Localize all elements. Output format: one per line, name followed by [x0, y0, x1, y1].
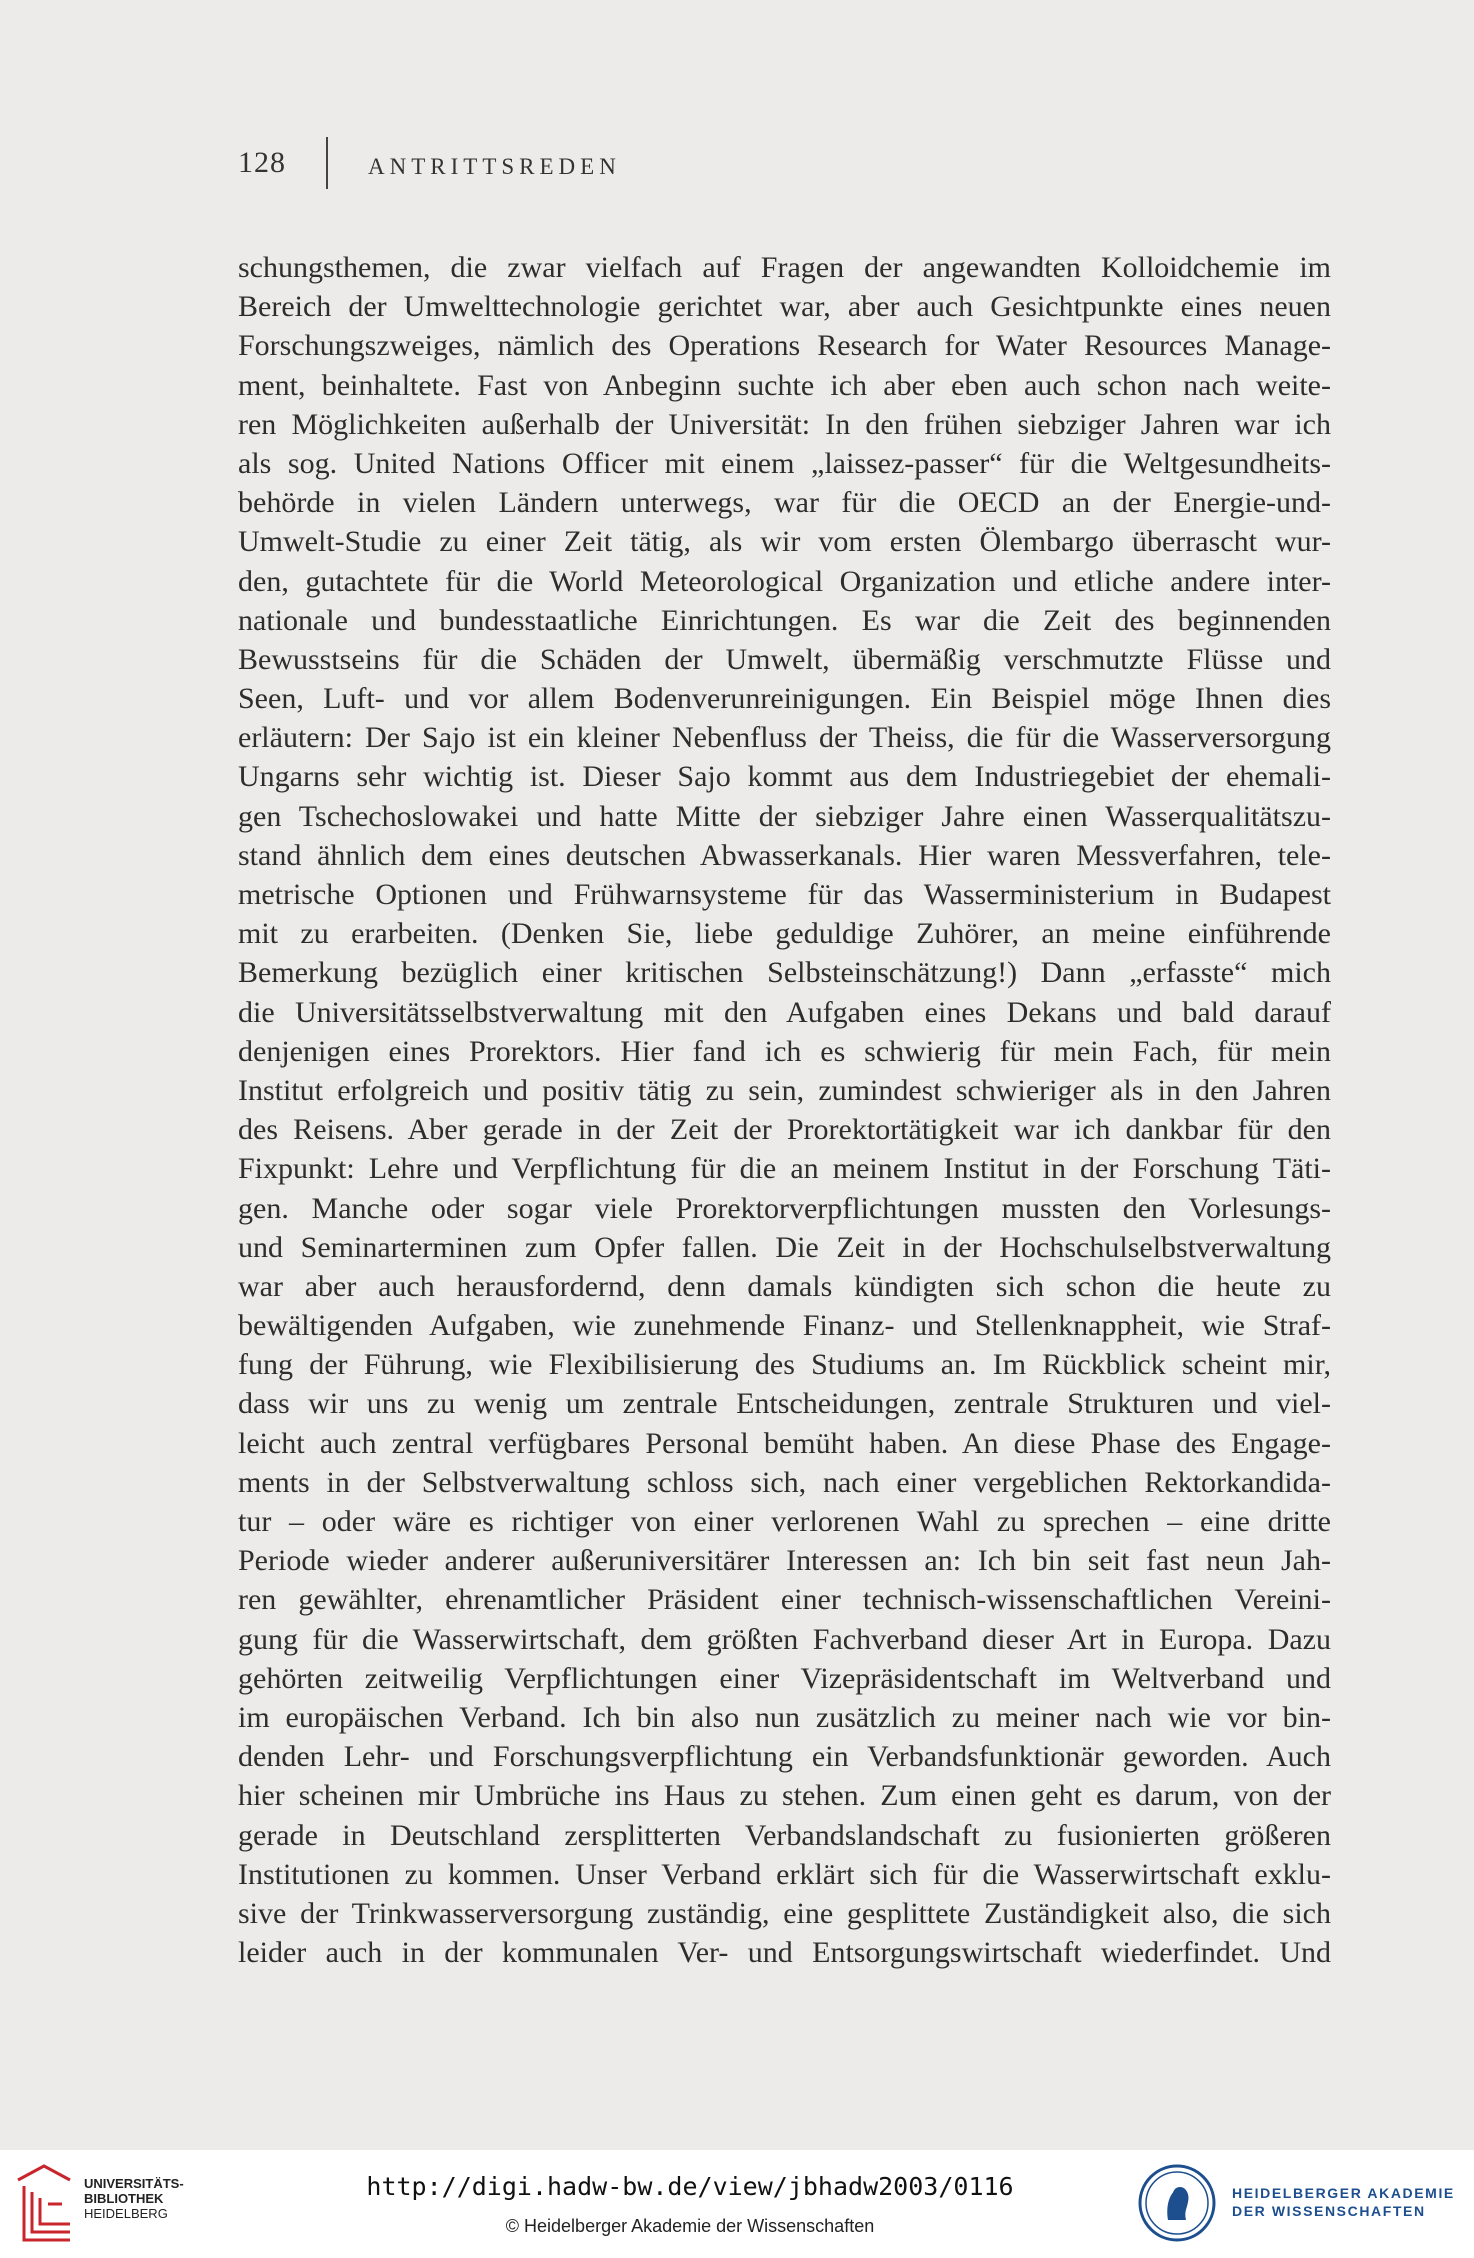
university-library-name — [84, 2176, 184, 2221]
text-line: schungsthemen, die zwar vielfach auf Fragen der angewandten Kolloidchemie im — [238, 251, 1331, 284]
text-line: und Seminarterminen zum Opfer fallen. Die Zeit in der Hochschulselbstverwaltung — [238, 1230, 1331, 1264]
text-line: denjenigen eines Prorektors. Hier fand ich es schwierig für mein Fach, für mein — [238, 1034, 1331, 1068]
text-line: metrische Optionen und Frühwarnsysteme für das Wasserministerium in Budapest — [238, 878, 1331, 911]
text-line: nationale und bundesstaatliche Einrichtungen. Es war die Zeit des beginnenden — [238, 603, 1331, 637]
text-line: leicht auch zentral verfügbares Personal bemüht haben. An diese Phase des Engage- — [238, 1426, 1331, 1460]
library-name-line1: UNIVERSITÄTS- — [84, 2176, 184, 2191]
text-line: Institutionen zu kommen. Unser Verband erklärt sich für die Wasserwirtschaft exklu- — [238, 1857, 1331, 1891]
text-line: erläutern: Der Sajo ist ein kleiner Nebenfluss der Theiss, die für die Wasserversorgung — [238, 721, 1331, 755]
text-line: ment, beinhaltete. Fast von Anbeginn suchte ich aber eben auch schon nach weite- — [238, 368, 1331, 402]
text-line: ren gewählter, ehrenamtlicher Präsident einer technisch-wissenschaftlichen Vereini- — [238, 1583, 1331, 1617]
permalink-url[interactable]: http://digi.hadw-bw.de/view/jbhadw2003/0116 — [366, 2172, 1014, 2201]
text-line: Bereich der Umwelttechnologie gerichtet war, aber auch Gesichtpunkte eines neuen — [238, 290, 1331, 324]
text-line: gen. Manche oder sogar viele Prorektorverpflichtungen mussten den Vorlesungs- — [238, 1191, 1331, 1225]
text-line: gung für die Wasserwirtschaft, dem größten Fachverband dieser Art in Europa. Dazu — [238, 1622, 1331, 1656]
text-line: denden Lehr- und Forschungsverpflichtung ein Verbandsfunktionär geworden. Auch — [238, 1740, 1331, 1774]
running-head — [238, 140, 621, 186]
academy-seal-icon[interactable] — [1138, 2164, 1216, 2242]
text-line: die Universitätsselbstverwaltung mit den Aufgaben eines Dekans und bald darauf — [238, 995, 1331, 1029]
text-line: im europäischen Verband. Ich bin also nun zusätzlich zu meiner nach wie vor bin- — [238, 1700, 1331, 1734]
text-line: tur – oder wäre es richtiger von einer verlorenen Wahl zu sprechen – eine dritte — [238, 1505, 1331, 1538]
text-line: leider auch in der kommunalen Ver- und Entsorgungswirtschaft wiederfindet. Und — [238, 1936, 1331, 1970]
text-line: Forschungszweiges, nämlich des Operations Research for Water Resources Manage- — [238, 329, 1331, 363]
text-line: stand ähnlich dem eines deutschen Abwasserkanals. Hier waren Messverfahren, tele- — [238, 838, 1331, 872]
text-line: Ungarns sehr wichtig ist. Dieser Sajo kommt aus dem Industriegebiet der ehemali- — [238, 760, 1331, 794]
text-line: den, gutachtete für die World Meteorological Organization und etliche andere inter- — [238, 564, 1331, 598]
body-text — [238, 248, 1331, 1972]
university-library-logo-icon[interactable] — [14, 2162, 76, 2246]
text-line: hier scheinen mir Umbrüche ins Haus zu stehen. Zum einen geht es darum, von der — [238, 1779, 1331, 1813]
text-line: Bemerkung bezüglich einer kritischen Selbsteinschätzung!) Dann „erfasste“ mich — [238, 956, 1331, 990]
footer-bar — [0, 2150, 1474, 2258]
text-line: mit zu erarbeiten. (Denken Sie, liebe geduldige Zuhörer, an meine einführende — [238, 917, 1331, 951]
text-line: Umwelt-Studie zu einer Zeit tätig, als wir vom ersten Ölembargo überrascht wur- — [238, 525, 1331, 559]
academy-name — [1232, 2184, 1455, 2220]
text-line: bewältigenden Aufgaben, wie zunehmende Finanz- und Stellenknappheit, wie Straf- — [238, 1309, 1331, 1343]
text-line: gen Tschechoslowakei und hatte Mitte der siebziger Jahre einen Wasserqualitätszu- — [238, 799, 1331, 833]
text-line: dass wir uns zu wenig um zentrale Entscheidungen, zentrale Strukturen und viel- — [238, 1387, 1331, 1421]
text-line: Bewusstseins für die Schäden der Umwelt, übermäßig verschmutzte Flüsse und — [238, 642, 1331, 676]
text-line: fung der Führung, wie Flexibilisierung des Studiums an. Im Rückblick scheint mir, — [238, 1348, 1331, 1382]
text-line: sive der Trinkwasserversorgung zuständig, eine gesplittete Zuständigkeit also, die sich — [238, 1896, 1331, 1930]
text-line: Periode wieder anderer außeruniversitärer Interessen an: Ich bin seit fast neun Jah- — [238, 1544, 1331, 1578]
copyright-notice: © Heidelberger Akademie der Wissenschaften — [505, 2216, 875, 2236]
text-line: des Reisens. Aber gerade in der Zeit der Prorektortätigkeit war ich dankbar für den — [238, 1113, 1331, 1147]
header-divider — [326, 137, 328, 189]
text-line: Fixpunkt: Lehre und Verpflichtung für die an meinem Institut in der Forschung Täti- — [238, 1152, 1331, 1186]
library-city: HEIDELBERG — [84, 2206, 168, 2221]
text-line: als sog. United Nations Officer mit einem „laissez-passer“ für die Weltgesundheits- — [238, 446, 1331, 480]
text-line: gehörten zeitweilig Verpflichtungen einer Vizepräsidentschaft im Weltverband und — [238, 1661, 1331, 1695]
text-line: Institut erfolgreich und positiv tätig zu sein, zumindest schwieriger als in den Jahren — [238, 1073, 1331, 1107]
academy-name-line1: HEIDELBERGER AKADEMIE — [1232, 2185, 1455, 2201]
library-name-line2: BIBLIOTHEK — [84, 2191, 164, 2206]
text-line: behörde in vielen Ländern unterwegs, war für die OECD an der Energie-und- — [238, 486, 1331, 520]
page-number: 128 — [238, 146, 286, 179]
text-line: gerade in Deutschland zersplitterten Verbandslandschaft zu fusionierten größeren — [238, 1818, 1331, 1852]
running-title: ANTRITTSREDEN — [368, 154, 621, 179]
text-line: Seen, Luft- und vor allem Bodenverunreinigungen. Ein Beispiel möge Ihnen dies — [238, 682, 1331, 716]
text-line: ments in der Selbstverwaltung schloss sich, nach einer vergeblichen Rektorkandida- — [238, 1465, 1331, 1499]
academy-name-line2: DER WISSENSCHAFTEN — [1232, 2203, 1426, 2219]
text-line: ren Möglichkeiten außerhalb der Universität: In den frühen siebziger Jahren war ich — [238, 407, 1331, 441]
text-line: war aber auch herausfordernd, denn damals kündigten sich schon die heute zu — [238, 1269, 1331, 1303]
